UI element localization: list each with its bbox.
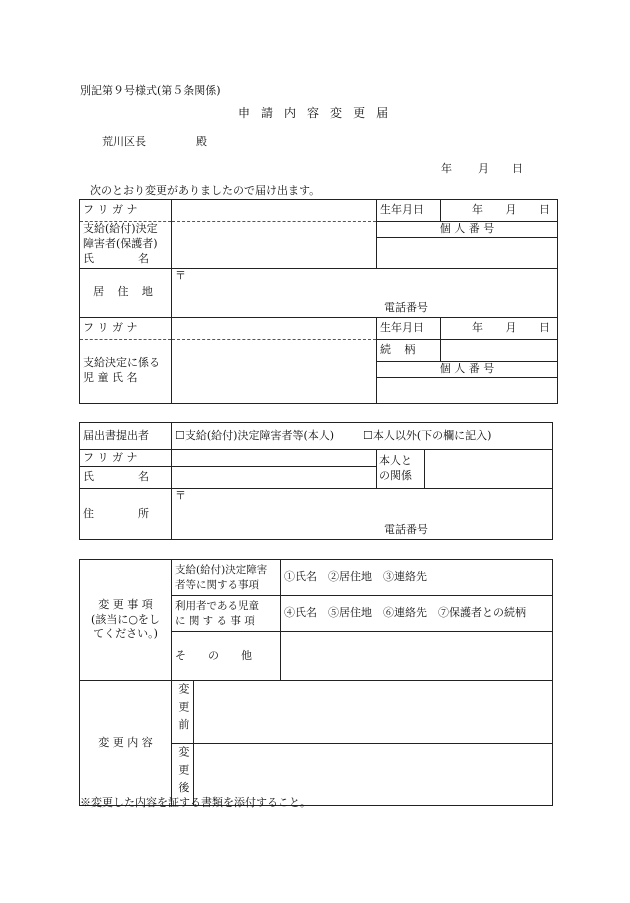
option-other-checkbox[interactable]: ☐本人以外(下の欄に記入) [363,428,492,442]
date-year-label: 年 [441,162,452,175]
option-self-checkbox[interactable]: ☐支給(給付)決定障害者等(本人) [175,428,335,442]
personal-number-label: 個 人 番 号 [377,222,558,238]
applicant-table [79,199,558,404]
submitter-address-label: 住 所 [80,489,172,540]
footer-note: ※変更した内容を証する書類を添付すること。 [80,796,311,809]
postal-mark: 〒 [175,268,186,282]
personal-number-boxes[interactable] [377,237,558,268]
submitter-name-label: 氏 名 [80,467,172,489]
relation-label: 続 柄 [377,339,441,361]
date-day-label: 日 [512,162,523,175]
child-personal-number-boxes[interactable] [377,377,558,403]
other-input[interactable] [281,632,553,681]
after-label: 変更後 [172,743,194,806]
submitter-phone-label: 電話番号 [384,523,428,537]
submitter-furigana-label: フ リ ガ ナ [80,450,172,467]
applicant-matters-label: 支給(給付)決定障害 者等に関する事項 [172,560,281,596]
submitter-label: 届出書提出者 [80,423,172,450]
child-furigana-label: フ リ ガ ナ [80,317,172,339]
addressee: 荒川区長 [102,135,146,148]
birth-date-field[interactable] [441,200,558,222]
change-table [79,559,553,806]
child-furigana-input[interactable] [172,317,377,339]
change-content-label: 変 更 内 容 [80,681,172,806]
phone-label: 電話番号 [384,301,428,314]
child-matters-label: 利用者である児童 に 関 す る 事 項 [172,596,281,632]
relation-to-self-input[interactable] [425,450,553,489]
furigana-label: フ リ ガ ナ [80,200,172,222]
date-month-label: 月 [478,162,489,175]
applicant-name-label: 支給(給付)決定 障害者(保護者) 氏 名 [80,222,172,269]
form-number: 別記第９号様式(第５条関係) [80,84,221,97]
change-items-label: 変 更 事 項 (該当に○をし てください。) [80,560,172,681]
applicant-name-input[interactable] [172,222,377,269]
birth-date-label: 生年月日 [377,200,441,222]
child-birth-date-label: 生年月日 [377,317,441,339]
submitter-options [172,423,553,450]
child-personal-number-label: 個 人 番 号 [377,361,558,377]
day-label: 日 [539,203,550,217]
form-title: 申 請 内 容 変 更 届 [238,106,392,120]
child-matters-options[interactable]: ④氏名 ⑤居住地 ⑥連絡先 ⑦保護者との続柄 [281,596,553,632]
submitter-name-input[interactable] [172,467,377,489]
submitter-postal-mark: 〒 [175,489,186,502]
intro-text: 次のとおり変更がありましたので届け出ます。 [90,184,321,197]
month-label: 月 [505,203,517,217]
relation-input[interactable] [441,339,558,361]
child-name-label: 支給決定に係る 児 童 氏 名 [80,339,172,403]
applicant-matters-options[interactable]: ①氏名 ②居住地 ③連絡先 [281,560,553,596]
submitter-table [79,422,553,540]
submitter-address-input[interactable] [172,489,553,540]
honorific: 殿 [196,135,207,148]
before-label: 変更前 [172,681,194,744]
child-birth-date-field[interactable]: 年 月 日 [441,317,558,339]
address-label: 居 住 地 [80,268,172,317]
address-input[interactable] [172,268,558,317]
submitter-furigana-input[interactable] [172,450,377,467]
child-name-input[interactable] [172,339,377,403]
furigana-input[interactable] [172,200,377,222]
before-input[interactable] [194,681,553,744]
year-label: 年 [472,203,483,217]
other-label: そ の 他 [172,632,281,681]
relation-to-self-label: 本人と の関係 [377,450,425,489]
